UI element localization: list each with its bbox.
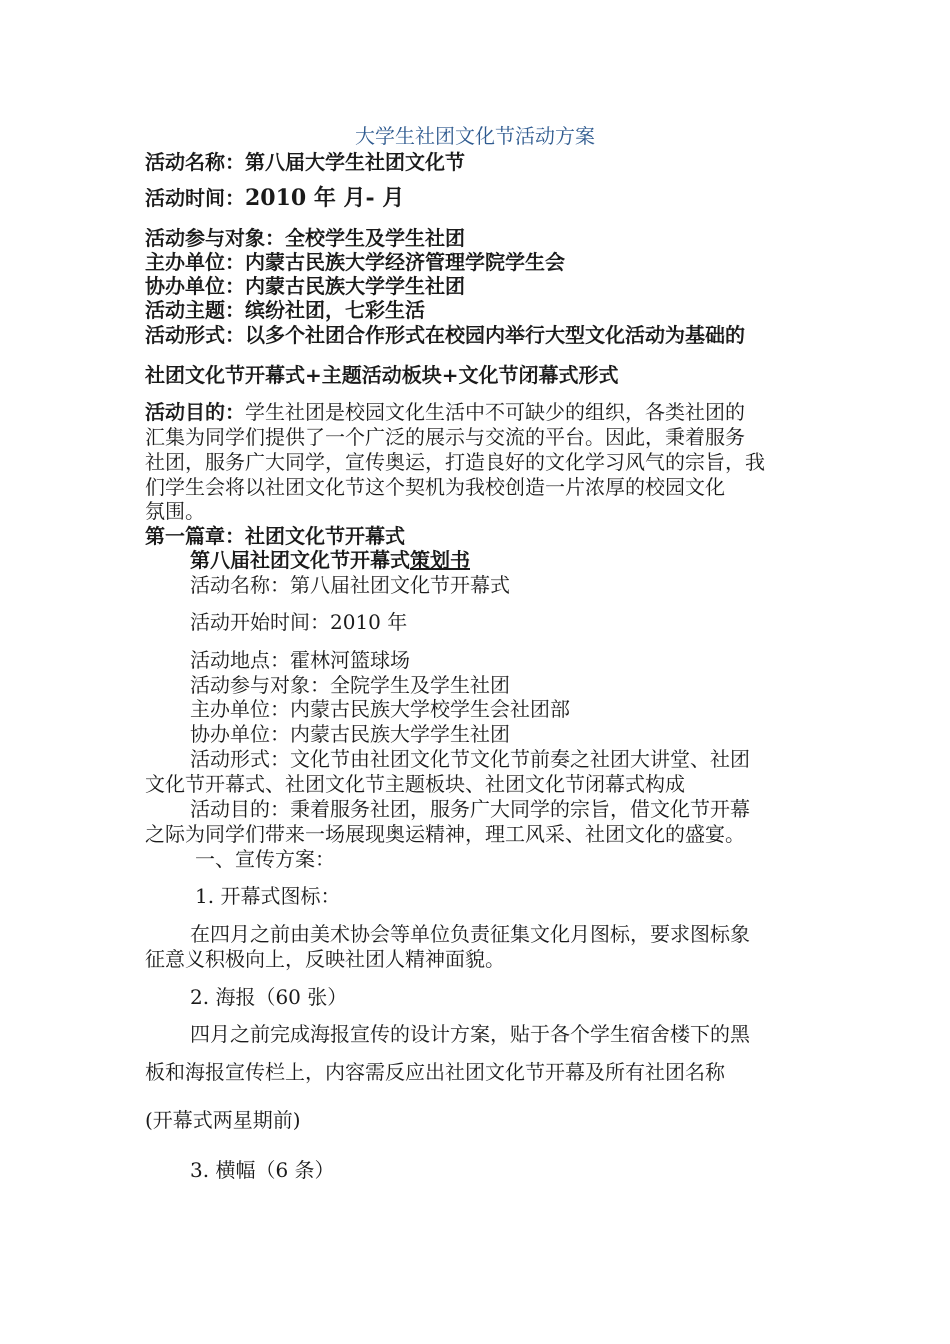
activity-name bbox=[145, 150, 465, 174]
item-2-line-3: (开幕式两星期前) bbox=[145, 1108, 301, 1132]
purpose-line-5: 氛围。 bbox=[145, 499, 205, 523]
opening-organizer: 主办单位：内蒙古民族大学校学生会社团部 bbox=[190, 697, 570, 721]
chapter-subtitle bbox=[190, 548, 470, 572]
chapter-heading: 第一篇章：社团文化节开幕式 bbox=[145, 524, 405, 548]
opening-participants: 活动参与对象：全院学生及学生社团 bbox=[190, 673, 510, 697]
opening-start-time: 活动开始时间：2010 年 bbox=[190, 610, 408, 634]
purpose-line-2: 汇集为同学们提供了一个广泛的展示与交流的平台。因此，秉着服务 bbox=[145, 425, 745, 449]
opening-form-line-2: 文化节开幕式、社团文化节主题板块、社团文化节闭幕式构成 bbox=[145, 772, 685, 796]
plan-link[interactable]: 策划书 bbox=[410, 548, 470, 572]
opening-purpose-line-1: 活动目的：秉着服务社团，服务广大同学的宗旨，借文化节开幕 bbox=[190, 797, 750, 821]
item-1-heading: 1. 开幕式图标： bbox=[195, 884, 341, 908]
activity-time-value: 2010 年 月- 月 bbox=[245, 185, 405, 211]
activity-time bbox=[145, 186, 404, 210]
chapter-subtitle-main: 第八届社团文化节开幕式 bbox=[190, 548, 410, 572]
section-publicity: 一、宣传方案： bbox=[195, 847, 335, 871]
opening-name: 活动名称：第八届社团文化节开幕式 bbox=[190, 573, 510, 597]
document-title: 大学生社团文化节活动方案 bbox=[355, 124, 595, 148]
activity-theme: 活动主题：缤纷社团，七彩生活 bbox=[145, 298, 425, 322]
item-3-heading: 3. 横幅（6 条） bbox=[190, 1158, 335, 1182]
purpose-line-3: 社团，服务广大同学，宣传奥运，打造良好的文化学习风气的宗旨，我 bbox=[145, 450, 765, 474]
purpose-line-4: 们学生会将以社团文化节这个契机为我校创造一片浓厚的校园文化 bbox=[145, 475, 725, 499]
opening-form-line-1: 活动形式：文化节由社团文化节文化节前奏之社团大讲堂、社团 bbox=[190, 747, 750, 771]
opening-co-organizer: 协办单位：内蒙古民族大学学生社团 bbox=[190, 722, 510, 746]
purpose-text-1: 学生社团是校园文化生活中不可缺少的组织，各类社团的 bbox=[245, 400, 745, 424]
activity-name-label: 活动名称： bbox=[145, 150, 245, 174]
co-organizer: 协办单位：内蒙古民族大学学生社团 bbox=[145, 274, 465, 298]
activity-name-value: 第八届大学生社团文化节 bbox=[245, 150, 465, 174]
opening-location: 活动地点：霍林河篮球场 bbox=[190, 648, 410, 672]
organizer: 主办单位：内蒙古民族大学经济管理学院学生会 bbox=[145, 250, 565, 274]
item-1-line-1: 在四月之前由美术协会等单位负责征集文化月图标，要求图标象 bbox=[190, 922, 750, 946]
activity-form-line-2: 社团文化节开幕式+主题活动板块+文化节闭幕式形式 bbox=[145, 363, 619, 387]
opening-purpose-line-2: 之际为同学们带来一场展现奥运精神，理工风采、社团文化的盛宴。 bbox=[145, 822, 745, 846]
item-2-heading: 2. 海报（60 张） bbox=[190, 985, 348, 1009]
purpose-label: 活动目的： bbox=[145, 400, 245, 424]
item-2-line-2: 板和海报宣传栏上，内容需反应出社团文化节开幕及所有社团名称 bbox=[145, 1060, 725, 1084]
activity-form-line-1: 活动形式：以多个社团合作形式在校园内举行大型文化活动为基础的 bbox=[145, 323, 745, 347]
activity-participants: 活动参与对象：全校学生及学生社团 bbox=[145, 226, 465, 250]
purpose-line-1 bbox=[145, 400, 745, 424]
item-2-line-1: 四月之前完成海报宣传的设计方案，贴于各个学生宿舍楼下的黑 bbox=[190, 1022, 750, 1046]
item-1-line-2: 征意义积极向上，反映社团人精神面貌。 bbox=[145, 947, 505, 971]
activity-time-label: 活动时间： bbox=[145, 186, 245, 210]
